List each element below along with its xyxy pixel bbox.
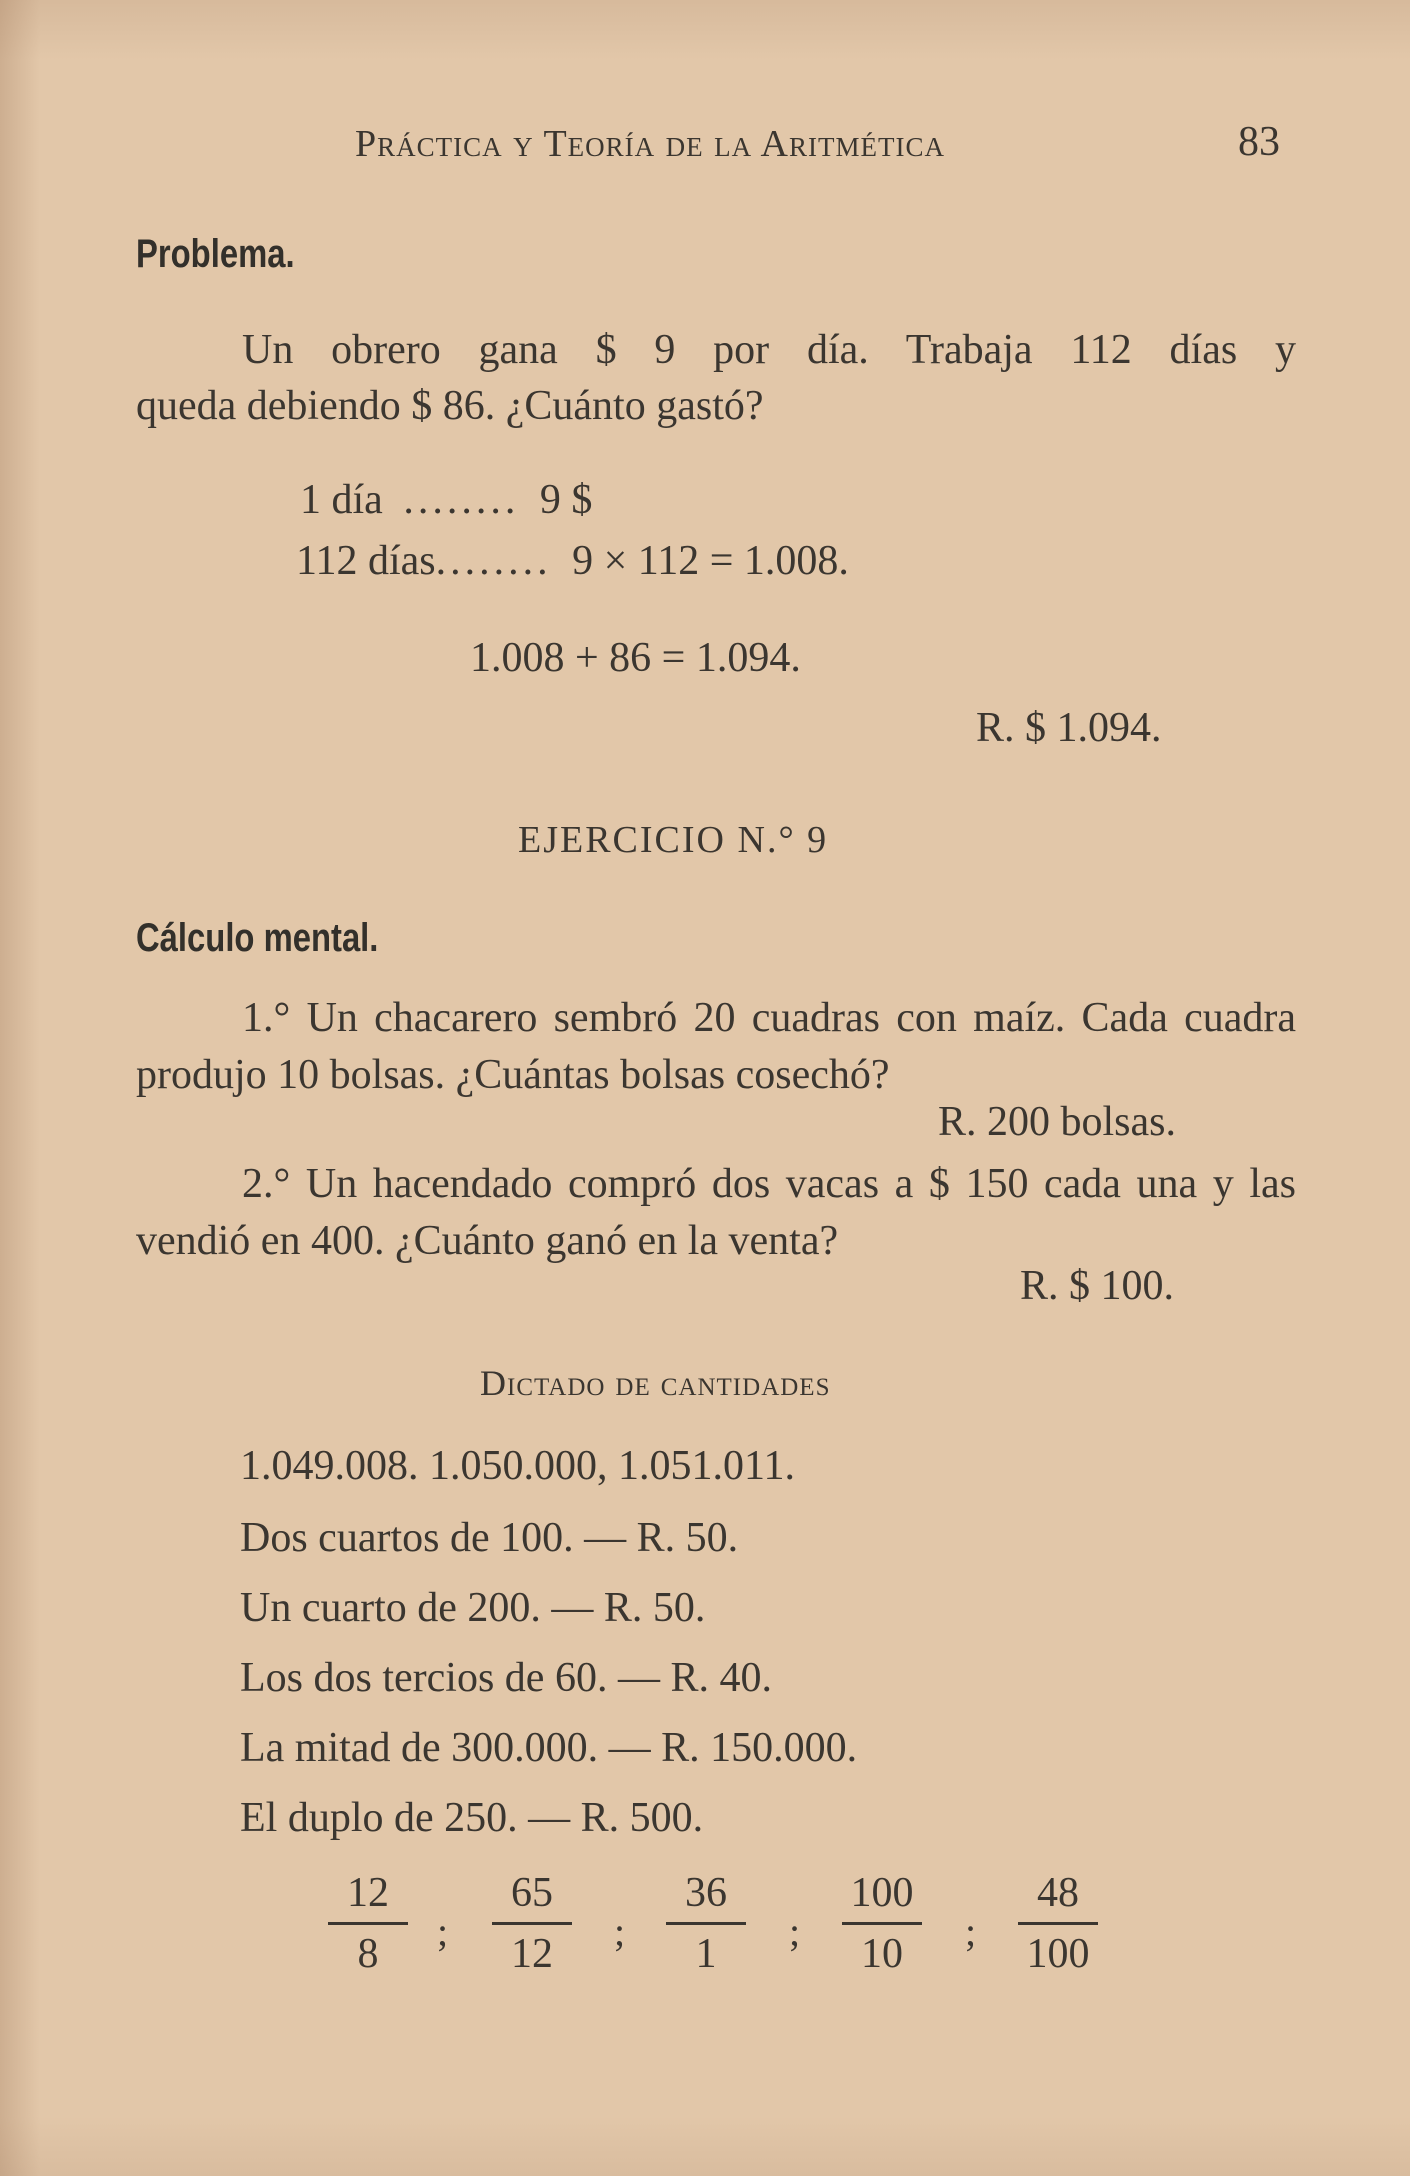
fraction-numerator: 65 [511,1870,553,1916]
work-line-1 [300,476,592,524]
fraction-bar [328,1922,408,1925]
fraction-separator: ; [789,1909,801,1954]
page-number: 83 [1238,119,1280,165]
fraction [1016,1868,1100,1979]
fraction [490,1868,574,1979]
problema-heading: Problema. [136,232,295,276]
exercise-item-2 [136,1156,1296,1270]
fraction-denominator: 1 [695,1931,717,1977]
work-right: 9 × 112 = 1.008. [572,538,849,584]
fraction-denominator: 12 [511,1931,553,1977]
fraction-numerator: 100 [850,1870,914,1916]
dictado-line: 1.049.008. 1.050.000, 1.051.011. [240,1443,795,1489]
dictado-line: La mitad de 300.000. — R. 150.000. [240,1725,858,1771]
exercise-item-1 [136,990,1296,1104]
problema-answer: R. $ 1.094. [976,705,1162,751]
item-number: 1.° [242,995,291,1041]
dictado-line: Los dos tercios de 60. — R. 40. [240,1655,772,1701]
fraction-numerator: 12 [347,1870,389,1916]
work-left: 112 días [296,538,436,584]
item-number: 2.° [242,1161,291,1207]
fraction-bar [666,1922,746,1925]
item-text: Un chacarero sembró 20 cuadras con maíz. Cada cuadra produjo 10 bolsas. ¿Cuántas bolsas cosechó? [136,995,1296,1098]
work-dots: ........ [403,477,520,523]
fraction-separator: ; [965,1909,977,1954]
exercise-title: EJERCICIO N.° 9 [518,819,829,861]
dictado-title: Dictado de cantidades [480,1363,831,1403]
fraction-denominator: 10 [861,1931,903,1977]
fraction-denominator: 100 [1026,1931,1090,1977]
fraction-bar [492,1922,572,1925]
dictado-line: El duplo de 250. — R. 500. [240,1795,704,1841]
item-text: Un hacendado compró dos vacas a $ 150 cada una y las vendió en 400. ¿Cuánto ganó en la venta? [136,1161,1297,1264]
fraction-numerator: 36 [685,1870,727,1916]
problema-statement-line2: queda debiendo $ 86. ¿Cuánto gastó? [136,383,764,429]
fraction-bar [842,1922,922,1925]
fraction-separator: ; [437,1909,449,1954]
dictado-line: Dos cuartos de 100. — R. 50. [240,1515,739,1561]
item-2-answer: R. $ 100. [1020,1263,1175,1309]
fraction-separator: ; [614,1909,626,1954]
calculo-mental-heading: Cálculo mental. [136,916,379,960]
fraction-bar [1018,1922,1098,1925]
work-sum: 1.008 + 86 = 1.094. [470,635,801,681]
work-dots: ........ [435,538,552,584]
work-left: 1 día [300,477,383,523]
dictado-line: Un cuarto de 200. — R. 50. [240,1585,706,1631]
fraction-numerator: 48 [1037,1870,1079,1916]
fraction [840,1868,924,1979]
item-1-answer: R. 200 bolsas. [938,1099,1177,1145]
fraction [664,1868,748,1979]
work-right: 9 $ [539,477,593,523]
fraction [326,1868,410,1979]
fraction-denominator: 8 [357,1931,379,1977]
problema-statement-line1: Un obrero gana $ 9 por día. Trabaja 112 días y [242,327,1296,373]
work-line-2 [296,537,849,585]
running-header-title: Práctica y Teoría de la Aritmética [355,123,945,165]
